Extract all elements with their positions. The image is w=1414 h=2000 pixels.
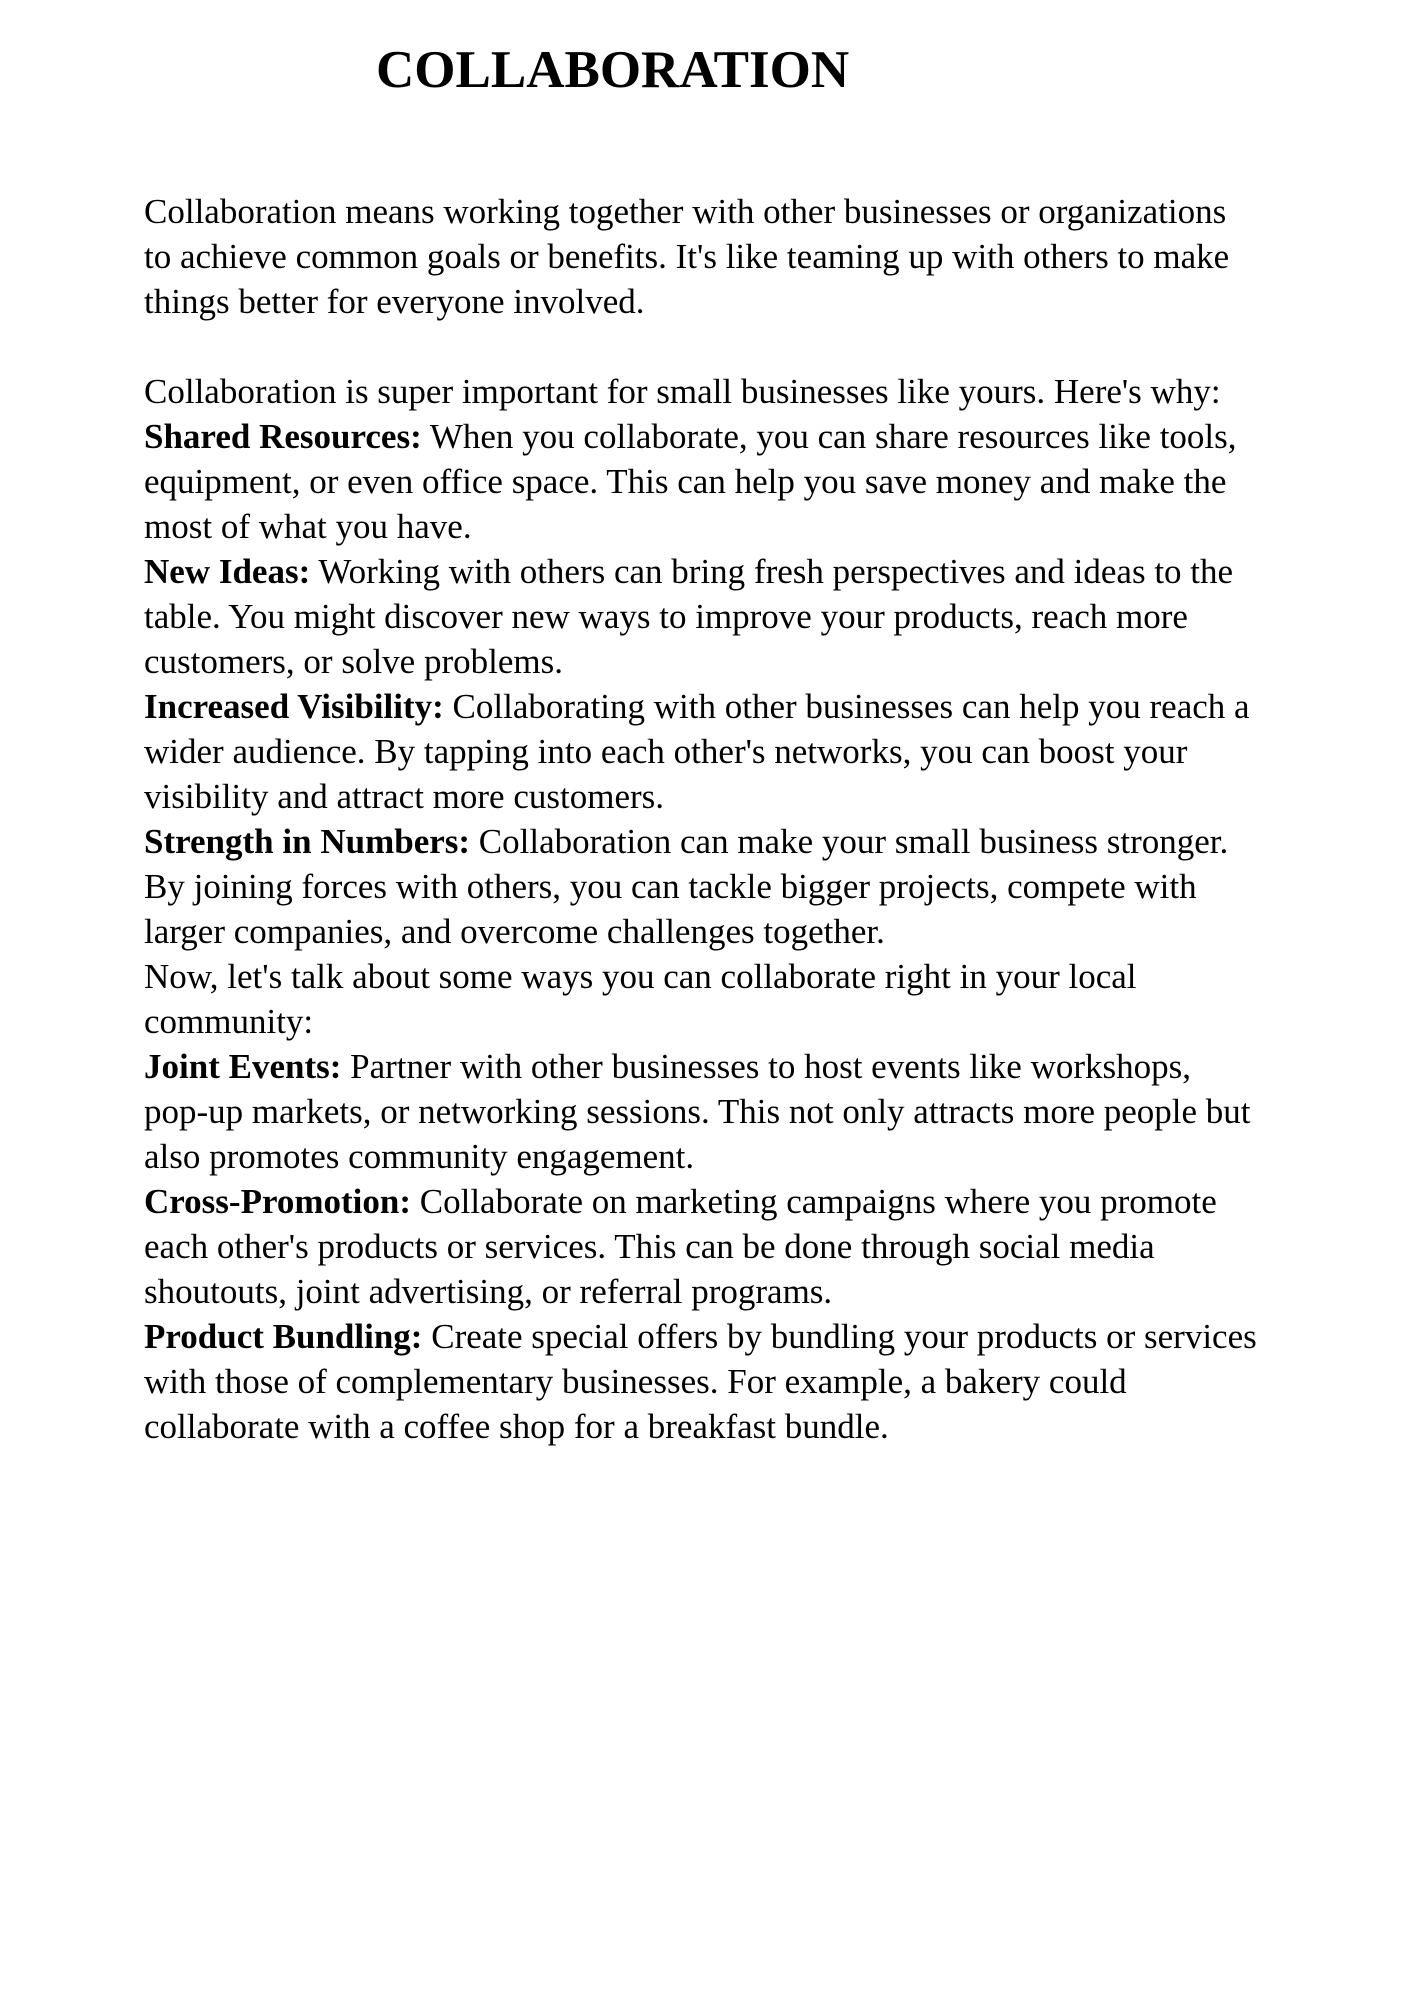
paragraph-text: When you collaborate, you can share resources like tools, equipment, or even office space. This can help you save money and make the most of what you have.: [144, 417, 1237, 546]
paragraph: [144, 1314, 1262, 1449]
paragraph: [144, 1044, 1262, 1179]
paragraph: [144, 954, 1262, 1044]
paragraph-lead: Strength in Numbers:: [144, 822, 471, 861]
paragraph-text: Now, let's talk about some ways you can collaborate right in your local community:: [144, 957, 1137, 1041]
paragraph-text: Collaboration is super important for small businesses like yours. Here's why:: [144, 372, 1221, 411]
paragraph-lead: Cross-Promotion:: [144, 1182, 412, 1221]
paragraph-text: Collaboration can make your small business stronger. By joining forces with others, you can tackle bigger projects, compete with larger companies, and overcome challenges together.: [144, 822, 1229, 951]
paragraph-text: Create special offers by bundling your products or services with those of complementary businesses. For example, a bakery could collaborate with a coffee shop for a breakfast bundle.: [144, 1317, 1257, 1446]
paragraph: [144, 189, 1262, 324]
paragraph: [144, 369, 1262, 414]
paragraph-text: Collaborate on marketing campaigns where you promote each other's products or services. This can be done through social media shoutouts, joint advertising, or referral programs.: [144, 1182, 1217, 1311]
paragraph-lead: Product Bundling:: [144, 1317, 423, 1356]
paragraph: [144, 684, 1262, 819]
paragraph-text: Working with others can bring fresh perspectives and ideas to the table. You might discover new ways to improve your products, reach more customers, or solve problems.: [144, 552, 1234, 681]
paragraph: [144, 1179, 1262, 1314]
paragraph-lead: New Ideas:: [144, 552, 311, 591]
paragraph-text: Partner with other businesses to host events like workshops, pop-up markets, or networking sessions. This not only attracts more people but also promotes community engagement.: [144, 1047, 1251, 1176]
page-title: COLLABORATION: [376, 41, 850, 99]
paragraph: [144, 549, 1262, 684]
paragraph-text: Collaborating with other businesses can help you reach a wider audience. By tapping into each other's networks, you can boost your visibility and attract more customers.: [144, 687, 1250, 816]
paragraph: [144, 819, 1262, 954]
paragraph-lead: Increased Visibility:: [144, 687, 444, 726]
paragraph: [144, 414, 1262, 549]
paragraph-lead: Shared Resources:: [144, 417, 422, 456]
paragraph-lead: Joint Events:: [144, 1047, 342, 1086]
document-body: [144, 189, 1262, 1449]
paragraph-text: Collaboration means working together with other businesses or organizations to achieve common goals or benefits. It's like teaming up with others to make things better for everyone involved.: [144, 192, 1230, 321]
